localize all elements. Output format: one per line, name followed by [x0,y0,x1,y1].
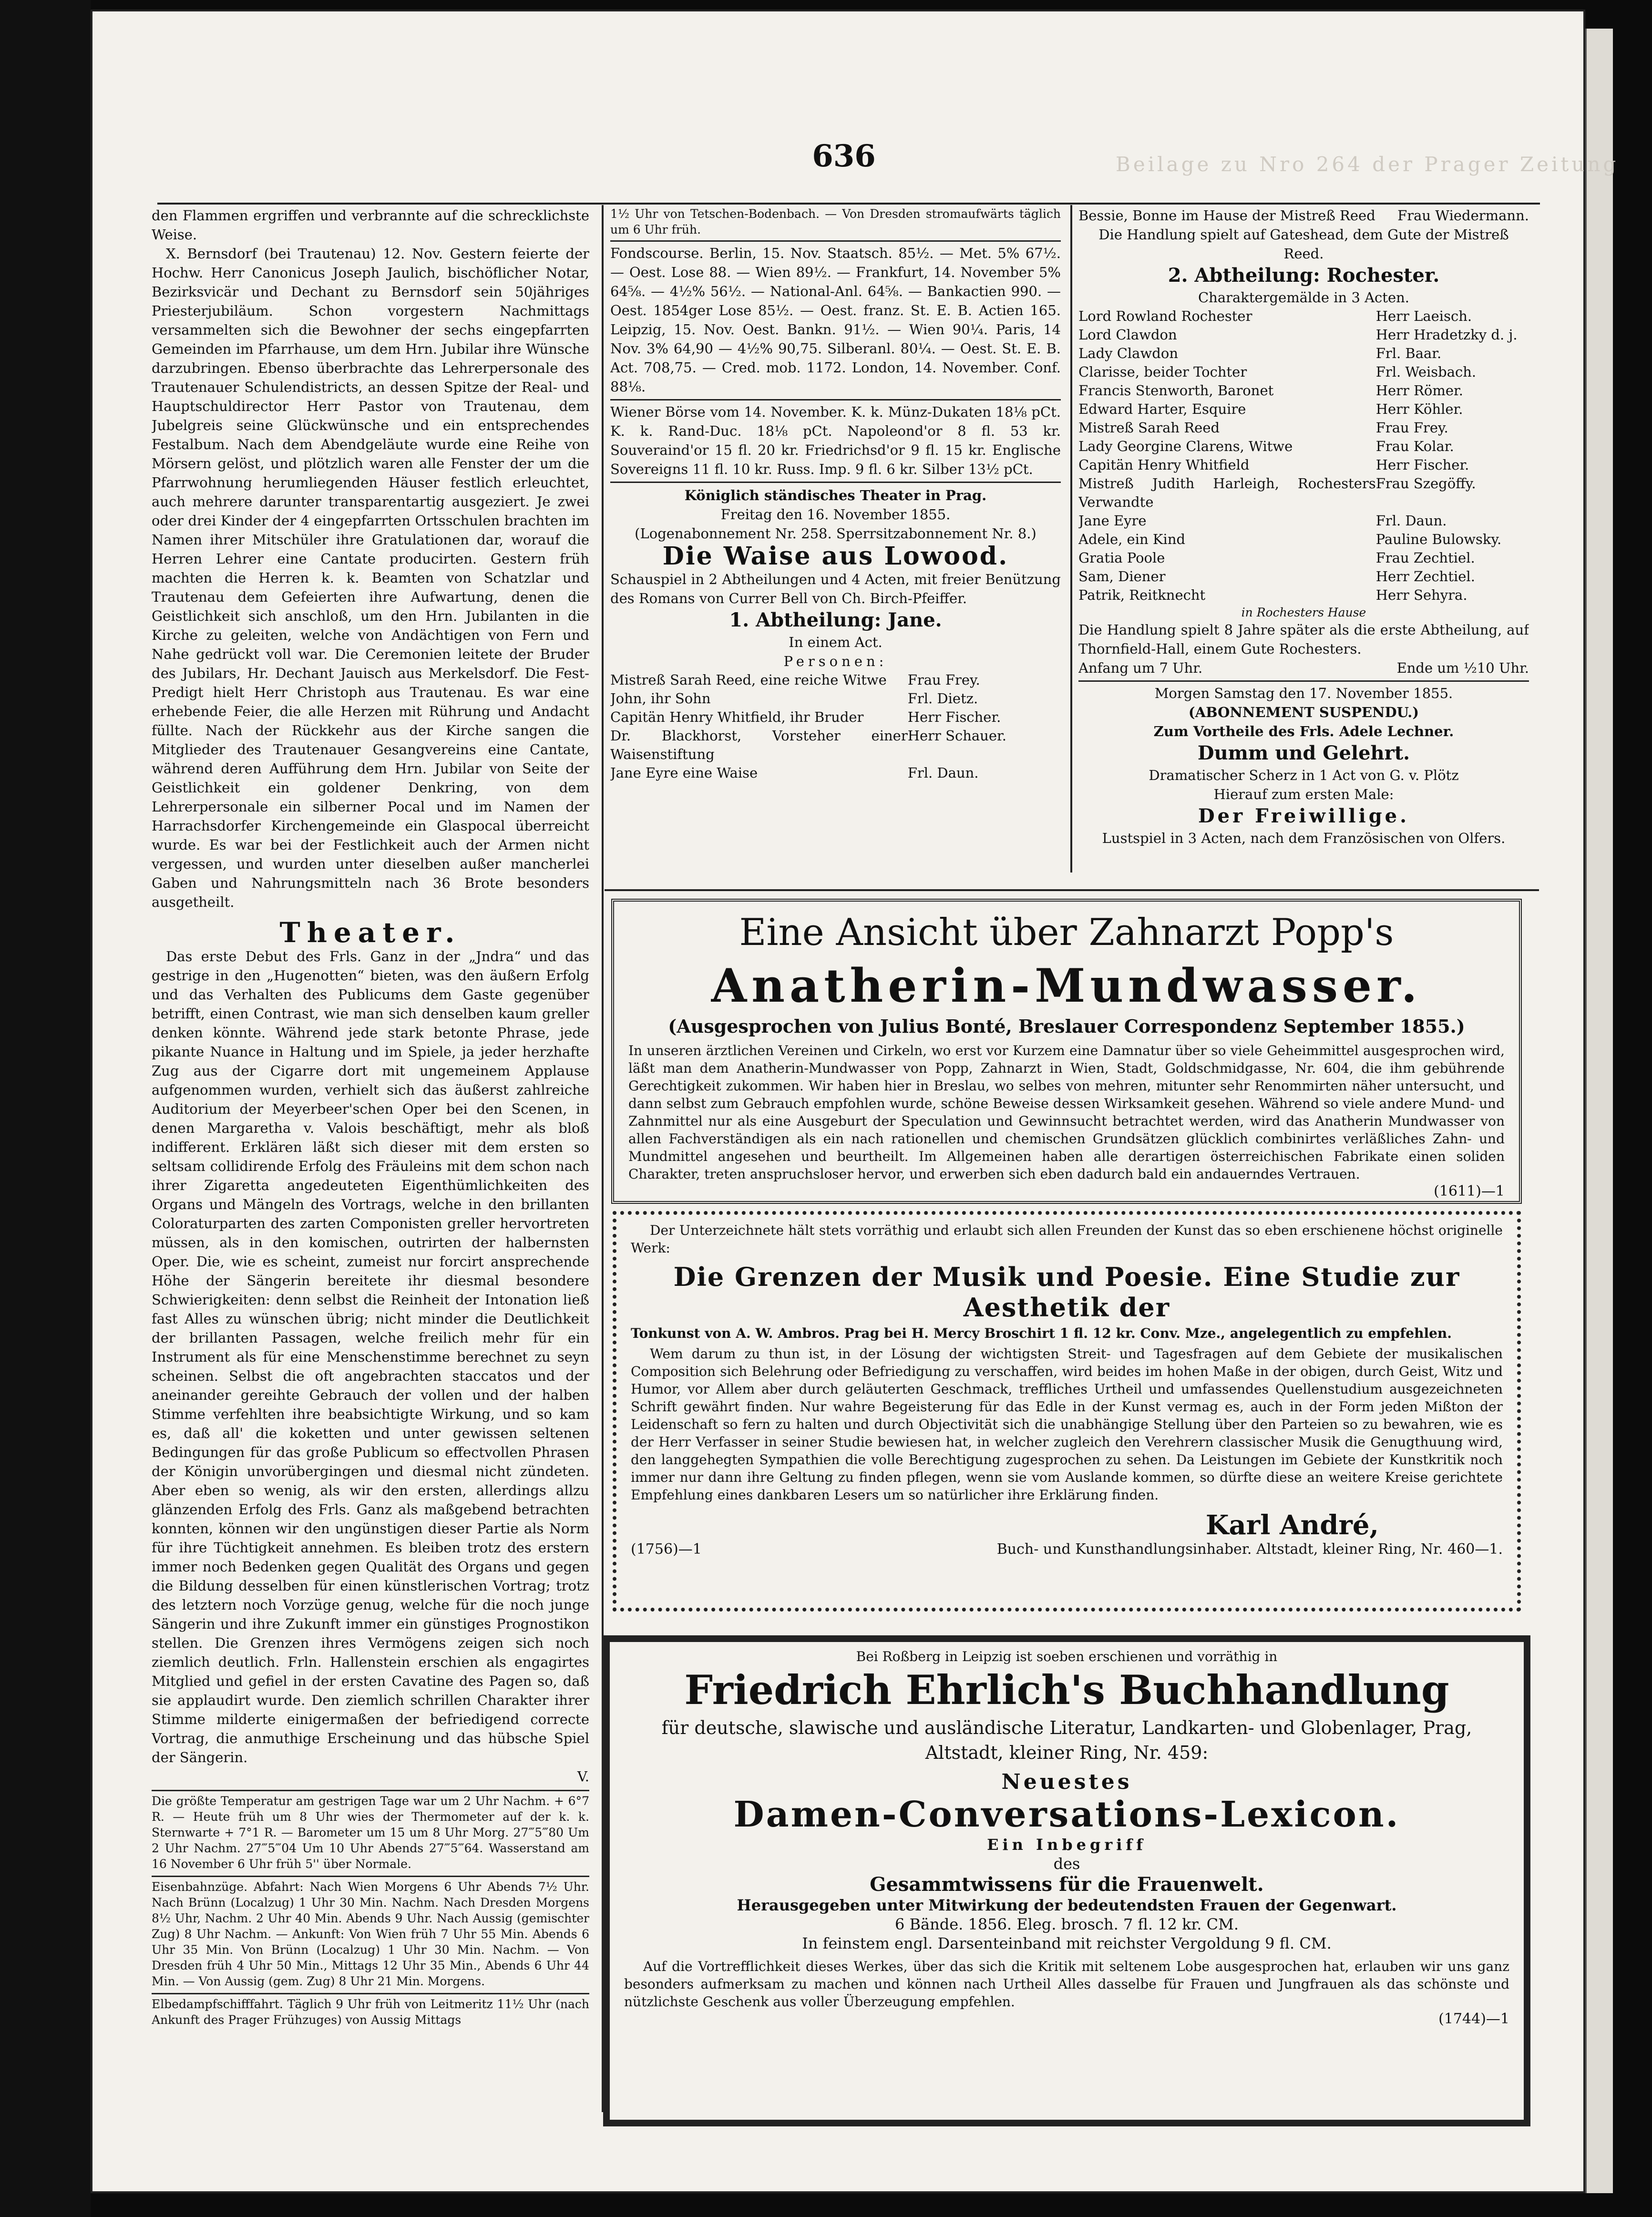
start-time: Anfang um 7 Uhr. [1078,660,1203,676]
cast-row: John, ihr Sohn Frl. Dietz. [610,690,978,707]
theater-heading: Theater. [279,916,462,949]
benefit-note: Zum Vortheile des Frls. Adele Lechner. [1153,723,1454,739]
advert-ambros-address: Buch- und Kunsthandlungsinhaber. Altstadt, kleiner Ring, Nr. 460—1. [996,1541,1503,1558]
fund-prices: Fondscourse. Berlin, 15. Nov. Staatsch. 85½. — Met. 5% 67½. — Oest. Lose 88. — Wien 89½. — Frankfurt, 14. November 5% 64⅝. — 4½% 56½. — National-Anl. 64⅝. — Bankactien 990. — Oest. 1854ger Lose 85½. — Oest. franz. St. E. B. Actien 165. Leipzig, 15. Nov. Oest. Bankn. 91½. — Wien 90¼. Paris, 14 Nov. 3% 64,90 — 4½% 90,75. Silberanl. 80¼. — Oest. St. E. B. Act. 708,75. — Cred. mob. 1172. London, 14. November. Conf. 88⅛. [610,240,1061,396]
advert-ehrlich-bookshop [603,1635,1530,2126]
end-time: Ende um ½10 Uhr. [1396,660,1529,676]
bracket-note: in Rochesters Hause [1241,606,1366,619]
scan-border-left [0,0,91,2217]
cast-row: Gratia Poole Frau Zechtiel. [1078,550,1475,566]
weather-report: Die größte Temperatur am gestrigen Tage war um 2 Uhr Nachm. + 6°7 R. — Heute früh um 8 Uhr wies der Thermometer auf der k. k. Sternwarte + 7°1 R. — Barometer um 15 um 8 Uhr Morg. 27‴5‴80 Um 2 Uhr Nachm. 27‴5‴04 Um 10 Uhr Abends 27‴5‴64. Wasserstand am 16 November 6 Uhr früh 5'' über Normale. [152,1790,589,1872]
fire-report-end: den Flammen ergriffen und verbrannte auf die schrecklichste Weise. [152,207,589,243]
part-one-title: 1. Abtheilung: Jane. [729,609,942,631]
vienna-exchange: Wiener Börse vom 14. November. K. k. Münz-Dukaten 18⅛ pCt. K. k. Rand-Duc. 18⅛ pCt. Napoleond'or 8 fl. 53 kr. Souveraind'or 15 fl. 20 kr. Friedrichsd'or 9 fl. 15 kr. Englische Sovereigns 11 fl. 10 kr. Russ. Imp. 9 fl. 6 kr. Silber 13½ pCt. [610,399,1061,479]
second-play-title: Der Freiwillige. [1198,805,1410,827]
next-performance-date: Morgen Samstag den 17. November 1855. [1078,680,1529,703]
cast-row: Lord Clawdon Herr Hradetzky d. j. [1078,327,1518,343]
next-play-description: Dramatischer Scherz in 1 Act von G. v. Plötz [1149,767,1459,783]
column-3 [1078,206,1529,873]
advert-anatherin [611,899,1522,1204]
cast-row: Lord Rowland Rochester Herr Laeisch. [1078,308,1472,324]
cast-row: Dr. Blackhorst, Vorsteher einer Waisenstiftung Herr Schauer. [610,728,1006,762]
advert-ambros-intro: Der Unterzeichnete hält stets vorräthig und erlaubt sich allen Freunden der Kunst das so eben erschienene höchst originelle Werk: [631,1222,1503,1256]
advert-anatherin-body: In unseren ärztlichen Vereinen und Cirkeln, wo erst vor Kurzem eine Damnatur über so viele Geheimmittel ausgesprochen wird, läßt man dem Anatherin-Mundwasser von Popp, Zahnarzt in Wien, Stadt, Goldschmidgasse, Nr. 604, die ihm gebührende Gerechtigkeit zukommen. Wir haben hier in Breslau, wo selbes von mehren, mitunter sehr Renommirten näher untersucht, und dann selbst zum Gebrauch empfohlen wurde, schöne Beweise dessen Wirksamkeit gesehen. Während so viele andere Mund- und Zahnmittel nur als eine Ausgeburt der Speculation und Gewinnsucht betrachtet werden, wird das Anatherin Mundwasser von allen Fachverständigen als ein nach rationellen und chemischen Grundsätzen glücklich combinirtes verläßliches Zahn- und Mundmittel angesehen und beurtheilt. Im Allgemeinen haben alle derartigen österreichischen Fabrikate einen soliden Charakter, treten anspruchsloser hervor, und erwerben sich eben dadurch bald ein andauerndes Vertrauen. [628,1043,1505,1182]
advert-ehrlich-price: 6 Bände. 1856. Eleg. brosch. 7 fl. 12 kr. CM. [894,1915,1239,1933]
theater-review: Das erste Debut des Frls. Ganz in der „Jndra“ und das gestrige in den „Hugenotten“ bieten, was den äußern Erfolg und das Verhalten des Publicums dem Gaste gegenüber betrifft, einen Contrast, wie man sich denselben kaum greller denken könnte. Während jede stark betonte Phrase, jede pikante Nuance in Haltung und im Spiele, ja jeder herzhafte Zug aus der Cigarre dort mit ungemeinem Applause aufgenommen wurden, verhielt sich das äußerst zahlreiche Auditorium der Meyerbeer'schen Oper bei den Scenen, in denen Margaretha v. Valois beschäftigt, mehr als bloß indifferent. Erklären läßt sich dieser mit dem ersten so seltsam collidirende Erfolg des Fräuleins mit dem schon nach ihrer Zigaretta angedeuteten Eigenthümlichkeiten des Organs und Mängeln des Vortrags, welche in den brillanten Coloraturparten des zarten Componisten greller hervortreten müssen, als in den komischen, outrirten der halbernsten Oper. Die, wie es scheint, zumeist nur forcirt ansprechende Höhe der Sängerin bereitete ihr diesmal besondere Schwierigkeiten: denn selbst die Reinheit der Intonation ließ fast Alles zu wünschen übrig; nicht minder die Deutlichkeit der brillanten Passagen, welche freilich mehr für ein Instrument als für eine Menschenstimme berechnet zu seyn scheinen. Selbst die oft angebrachten staccatos und der aneinander gereihte Gebrauch der vollen und der halben Stimme verfehlten ihre beabsichtigte Wirkung, und so kam es, daß all' die koketten und unter gewissen seltenen Bedingungen für das große Publicum so effectvollen Phrasen der Königin unvorübergingen und diesmal nicht zündeten. Aber eben so wenig, als wir den ersten, allerdings allzu glänzenden Erfolg des Frls. Ganz als maßgebend betrachten konnten, können wir den ungünstigen dieser Partie als Norm für ihre Tüchtigkeit annehmen. Es bleiben trotz des erstern immer noch Bedenken gegen Qualität des Organs und gegen die Bildung desselben für einen künstlerischen Vortrag; trotz des letztern noch Vorzüge genug, welche für die noch junge Sängerin und ihre Zukunft immer ein günstiges Prognostikon stellen. Die Grenzen ihres Vermögens zeigen sich noch ziemlich deutlich. Frln. Hallenstein erschien als engagirtes Mitglied und gefiel in der ersten Cavatine des Pagen so, daß sie applaudirt wurde. Den ziemlich schrillen Charakter ihrer Stimme milderte einigermaßen der befriedigend correcte Vortrag, die anmuthige Erscheinung und das hübsche Spiel der Sängerin. [152,948,589,1765]
cast-row: Francis Stenworth, Baronet Herr Römer. [1078,382,1463,399]
advert-ehrlich-intro: Bei Roßberg in Leipzig ist soeben erschienen und vorräthig in [856,1649,1278,1664]
cast-row: Lady Clawdon Frl. Baar. [1078,345,1442,361]
railway-schedule: Eisenbahnzüge. Abfahrt: Nach Wien Morgens 6 Uhr Abends 7½ Uhr. Nach Brünn (Localzug) 1 Uhr 30 Min. Nachm. Nach Dresden Morgens 8½ Uhr, Nachm. 2 Uhr 40 Min. Abends 9 Uhr. Nach Aussig (gemischter Zug) 8 Uhr Nachm. — Ankunft: Von Wien früh 7 Uhr 55 Min. Abends 6 Uhr 35 Min. Von Brünn (Localzug) 1 Uhr 30 Min. Nachm. — Von Dresden früh 4 Uhr 50 Min., Mittags 12 Uhr 35 Min., Abends 6 Uhr 44 Min. — Von Aussig (gem. Zug) 8 Uhr 21 Min. Morgens. [152,1876,589,1989]
advert-book-ambros [613,1211,1521,1611]
part-two-title: 2. Abtheilung: Rochester. [1168,264,1440,287]
advert-rule [605,889,1539,891]
cast-row: Jane Eyre eine Waise Frl. Daun. [610,765,979,781]
advert-ehrlich-des: des [1053,1855,1080,1873]
advert-ehrlich-book-title: Damen-Conversations-Lexicon. [733,1794,1400,1835]
advert-ehrlich-subtitle: Ein Inbegriff [987,1836,1147,1854]
subscription-note: (Logenabonnement Nr. 258. Sperrsitzabonnement Nr. 8.) [635,525,1036,542]
second-play-description: Lustspiel in 3 Acten, nach dem Französischen von Olfers. [1102,830,1506,846]
advert-ambros-title-cont: Tonkunst von A. W. Ambros. Prag bei H. Mercy Broschirt 1 fl. 12 kr. Conv. Mze., angelegentlich zu empfehlen. [631,1325,1452,1341]
part-two-subtitle: Charaktergemälde in 3 Acten. [1198,289,1410,306]
cast-row: Capitän Henry Whitfield Herr Fischer. [1078,457,1469,473]
advert-ambros-body: Wem darum zu thun ist, in der Lösung der wichtigsten Streit- und Tagesfragen auf dem Gebiete der musikalischen Composition sich Belehrung oder Befriedigung zu verschaffen, wird beides im hohen Maße in der obigen, durch Geist, Witz und Humor, vor Allem aber durch geläuterten Geschmack, treffliches Urtheil und umfassendes Quellenstudium ausgezeichneten Schrift gewährt finden. Nur wahre Begeisterung für das Edle in der Kunst vermag es, auch in der Form jeden Mißton der Leidenschaft so fern zu halten und durch Objectivität sich die unabhängige Stellung über den Parteien so zu bewahren, wie es der Herr Verfasser in seiner Studie bewiesen hat, in welcher zugleich den Verehrern classischer Musik die Genugthuung wird, den langgehegten Sympathien die volle Berechtigung zugesprochen zu sehen. Da Leistungen im Gebiete der Kunstkritik noch immer nur dann ihre Geltung zu finden pflegen, wenn sie vom Auslande kommen, so dürfte diese an weitere Kreise gerichtete Empfehlung eines dankbaren Lesers um so natürlicher ihre Erklärung finden. [631,1346,1503,1503]
advert-ehrlich-name: Friedrich Ehrlich's Buchhandlung [684,1666,1449,1714]
setting-note: Die Handlung spielt auf Gateshead, dem Gute der Mistreß Reed. [1098,226,1509,262]
advert-number: (1744)—1 [1438,2011,1509,2027]
advert-ambros-signature: Karl André, [1205,1509,1379,1541]
advert-anatherin-source: (Ausgesprochen von Julius Bonté, Breslauer Correspondenz September 1855.) [668,1016,1465,1037]
advert-number: (1756)—1 [631,1541,702,1558]
advert-ehrlich-price-luxury: In feinstem engl. Darsenteinband mit reichster Vergoldung 9 fl. CM. [802,1934,1332,1952]
theater-announcement-title: Königlich ständisches Theater in Prag. [610,482,1061,505]
steamship-schedule: Elbedampfschifffahrt. Täglich 9 Uhr früh von Leitmeritz 11½ Uhr (nach Ankunft des Prager Frühzuges) von Aussig Mittags [152,1993,589,2028]
cast-row: Clarisse, beider Tochter Frl. Weisbach. [1078,364,1477,380]
cast-row: Bessie, Bonne im Hause der Mistreß Reed Frau Wiedermann. [1078,207,1529,224]
advert-ambros-title: Die Grenzen der Musik und Poesie. Eine Studie zur Aesthetik der [673,1262,1460,1323]
time-row [1078,658,1529,677]
advert-ehrlich-body: Auf die Vortrefflichkeit dieses Werkes, über das sich die Kritik mit seltenem Lobe ausgesprochen hat, erlauben wir uns ganz besonders aufmerksam zu machen und können nach Urtheil Alles dasselbe für Frauen und Jungfrauen als das schönste und nützlichste Geschenk aus voller Überzeugung empfehlen. [624,1959,1509,2010]
next-play-title: Dumm und Gelehrt. [1197,742,1410,764]
advert-ehrlich-description: für deutsche, slawische und ausländische Literatur, Landkarten- und Globenlager, Prag, Altstadt, kleiner Ring, Nr. 459: [661,1717,1472,1763]
page-number: 636 [812,138,876,174]
advert-anatherin-headline: Eine Ansicht über Zahnarzt Popp's [739,911,1394,954]
cast-row: Mistreß Judith Harleigh, Rochesters Verwandte Frau Szegöffy. [1078,475,1476,510]
play-description: Schauspiel in 2 Abtheilungen und 4 Acten, mit freier Benützung des Romans von Currer Bell von Ch. Birch-Pfeiffer. [610,571,1061,606]
cast-row: Capitän Henry Whitfield, ihr Bruder Herr Fischer. [610,709,1001,725]
subscription-suspended: (ABONNEMENT SUSPENDU.) [1188,704,1419,720]
steamship-schedule-cont: 1½ Uhr von Tetschen-Bodenbach. — Von Dresden stromaufwärts täglich um 6 Uhr früh. [610,207,1061,236]
advert-ehrlich-gesamt: Gesammtwissens für die Frauenwelt. [870,1873,1264,1896]
header-rule [157,203,1540,205]
bleed-through-header: Beilage zu Nro 264 der Prager Zeitung [1116,153,1619,176]
setting-note-two: Die Handlung spielt 8 Jahre später als die erste Abtheilung, auf Thornfield-Hall, einem Gute Rochesters. [1078,622,1529,657]
cast-row: Adele, ein Kind Pauline Bulowsky. [1078,531,1502,547]
cast-row: Mistreß Sarah Reed, eine reiche Witwe Frau Frey. [610,672,980,688]
advert-ehrlich-editors: Herausgegeben unter Mitwirkung der bedeutendsten Frauen der Gegenwart. [737,1896,1397,1914]
cast-heading: Personen: [783,653,888,669]
review-signature: V. [577,1768,589,1785]
column-2 [610,206,1061,873]
advert-ehrlich-newest: Neuestes [1001,1770,1132,1794]
play-title: Die Waise aus Lowood. [662,542,1009,571]
advert-number: (1611)—1 [1434,1183,1505,1200]
bernsdorf-report: X. Bernsdorf (bei Trautenau) 12. Nov. Gestern feierte der Hochw. Herr Canonicus Joseph Jaulich, bischöflicher Notar, Bezirksvicär und Dechant zu Bernsdorf sein 50jähriges Priesterjubiläum. Schon vorgestern Nachmittags versammelten sich die Bewohner der sechs eingepfarrten Gemeinden im Pfarrhause, um dem Hrn. Jubilar ihre Wünsche darzubringen. Ebenso überbrachte das Lehrerpersonale des Trautenauer Schulendistricts, an dessen Spitze der Real- und Hauptschuldirector Herr Pastor von Trautenau, dem Jubelgreis seine Glückwünsche und ein entsprechendes Festalbum. Nach dem Abendgeläute wurde eine Reihe von Mörsern gelöst, und plötzlich waren alle Fenster der um die Pfarrwohnung herumliegenden Häuser festlich erleuchtet, auch mehrere darunter transparentartig ausgeziert. Je zwei oder drei Kinder der 4 eingepfarrten Ortsschulen brachten im Namen ihrer Mitschüler ihre Gratulationen dar, worauf die Herren Lehrer eine Cantate producirten. Gestern früh machten die Herren k. k. Beamten von Schatzlar und Trautenau dem Gefeierten ihre Aufwartung, denen die Geistlichkeit sich anschloß, um den Hrn. Jubilanten in die Kirche zu geleiten, welche von Andächtigen von Fern und Nahe gedrückt voll war. Die Ceremonien leitete der Bruder des Jubilars, Hr. Dechant Jauisch aus Merkelsdorf. Die Fest-Predigt hielt Herr Christoph aus Trautenau. Es war eine erhebende Feier, die alle Herzen mit Rührung und Andacht füllte. Nach der Rückkehr aus der Kirche sangen die Mitglieder des Trautenauer Gesangvereins eine Cantate, während deren Aufführung dem Hrn. Jubilar von Seite der Geistlichkeit ein goldener Denkring, von dem Lehrerpersonale ein silberner Pocal und im Namen der Harrachsdorfer Kirchengemeinde ein Glaspocal überreicht wurde. Es war bei der Festlichkeit auch der Armen nicht vergessen, und wurden unter dieselben außer mancherlei Gaben und Nahrungsmitteln nach 36 Brote besonders ausgetheilt. [152,246,589,910]
cast-row: Patrik, Reitknecht Herr Sehyra. [1078,587,1467,603]
cast-row: Lady Georgine Clarens, Witwe Frau Kolar. [1078,438,1454,454]
column-rule-2 [1070,205,1072,872]
column-1 [152,206,589,2089]
cast-list-part-two [1078,307,1529,605]
cast-row: Jane Eyre Frl. Daun. [1078,513,1447,529]
performance-date: Freitag den 16. November 1855. [720,506,951,523]
cast-row: Mistreß Sarah Reed Frau Frey. [1078,420,1448,436]
advert-ambros-footer [631,1541,1503,1558]
page-edge [1585,29,1613,2193]
cast-row: Sam, Diener Herr Zechtiel. [1078,568,1475,585]
cast-list-part-one [610,671,1061,782]
cast-row: Edward Harter, Esquire Herr Köhler. [1078,401,1463,417]
act-count: In einem Act. [789,634,882,650]
advert-anatherin-product: Anatherin-Mundwasser. [711,959,1422,1013]
followed-by-note: Hierauf zum ersten Male: [1213,786,1394,802]
